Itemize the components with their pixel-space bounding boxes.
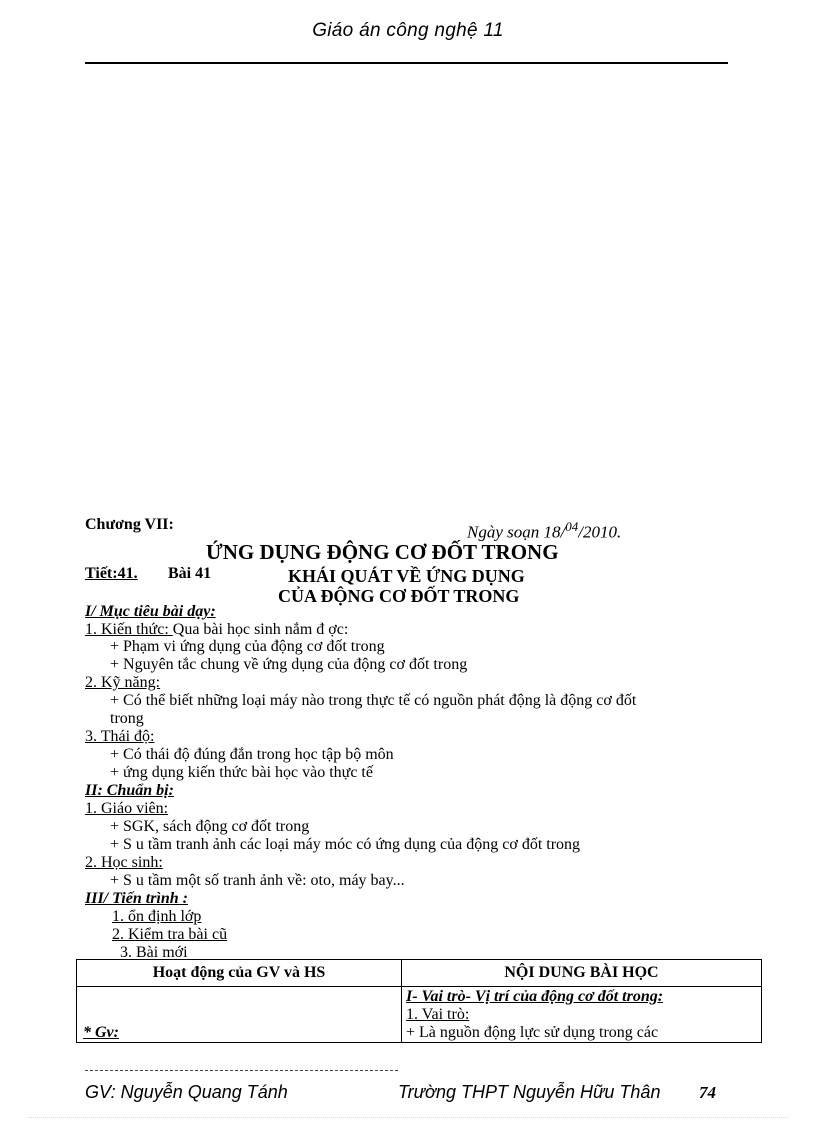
knowledge-line xyxy=(85,621,348,639)
student-item-1: + S u tầm một số tranh ảnh về: oto, máy bay... xyxy=(110,872,405,889)
skills-label: 2. Kỹ năng: xyxy=(85,674,161,691)
knowledge-label: 1. Kiến thức: xyxy=(85,621,173,638)
knowledge-text: Qua bài học sinh nắm đ ợc: xyxy=(172,621,349,638)
attitude-item-1: + Có thái độ đúng đắn trong học tập bộ môn xyxy=(110,746,394,763)
knowledge-item-1: + Phạm vi ứng dụng của động cơ đốt trong xyxy=(110,638,385,655)
footer-school: Trường THPT Nguyễn Hữu Thân xyxy=(398,1082,661,1102)
table-header-row xyxy=(77,960,762,987)
date-month: 04 xyxy=(565,519,579,534)
gv-label: * Gv: xyxy=(83,1024,119,1041)
knowledge-item-2: + Nguyên tắc chung về ứng dụng của động cơ đốt trong xyxy=(110,656,468,673)
lesson-title-line1: KHÁI QUÁT VỀ ỨNG DỤNG xyxy=(288,566,525,586)
skills-item-2: trong xyxy=(110,710,144,727)
teacher-item-1: + SGK, sách động cơ đốt trong xyxy=(110,818,310,835)
content-heading: I- Vai trò- Vị trí của động cơ đốt trong: xyxy=(406,988,664,1005)
lesson-title-line2: CỦA ĐỘNG CƠ ĐỐT TRONG xyxy=(278,586,520,606)
footer-divider xyxy=(85,1070,398,1071)
lesson-number xyxy=(85,565,138,583)
lesson-label: Bài 41 xyxy=(168,565,212,582)
content-subheading: 1. Vai trò: xyxy=(406,1006,470,1023)
objectives-heading: I/ Mục tiêu bài dạy: xyxy=(85,603,216,620)
table-header-content: NỘI DUNG BÀI HỌC xyxy=(402,960,762,987)
teacher-item-2: + S u tầm tranh ảnh các loại máy móc có ứng dụng của động cơ đốt trong xyxy=(110,836,581,853)
page-header-title: Giáo án công nghệ 11 xyxy=(312,20,504,41)
student-label: 2. Học sinh: xyxy=(85,854,163,871)
footer-teacher: GV: Nguyễn Quang Tánh xyxy=(85,1082,288,1102)
page-number: 74 xyxy=(699,1083,716,1102)
date-suffix: /2010. xyxy=(578,522,622,542)
lesson-number-text: Tiết:41. xyxy=(85,565,138,582)
process-item-1: 1. ổn định lớp xyxy=(112,908,202,925)
process-heading: III/ Tiến trình : xyxy=(85,890,188,907)
activity-cell xyxy=(77,987,402,1043)
skills-item-1: + Có thể biết những loại máy nào trong thực tế có nguồn phát động là động cơ đốt xyxy=(110,692,637,709)
header-divider xyxy=(85,62,728,64)
content-cell xyxy=(402,987,762,1043)
content-text: + Là nguồn động lực sử dụng trong các xyxy=(406,1024,659,1041)
lesson-table xyxy=(76,959,762,1043)
table-row xyxy=(77,987,762,1043)
bottom-edge-line xyxy=(28,1117,788,1118)
attitude-item-2: + ứng dụng kiến thức bài học vào thực tế xyxy=(110,764,373,781)
date-prefix: Ngày soạn 18/ xyxy=(467,522,566,542)
attitude-label: 3. Thái độ: xyxy=(85,728,155,745)
table-header-activity: Hoạt động của GV và HS xyxy=(77,960,402,987)
teacher-label: 1. Giáo viên: xyxy=(85,800,169,817)
process-item-3: 3. Bài mới xyxy=(120,944,188,961)
chapter-label: Chương VII: xyxy=(85,516,174,533)
prep-heading: II: Chuẩn bị: xyxy=(85,782,174,799)
process-item-2: 2. Kiểm tra bài cũ xyxy=(112,926,228,943)
chapter-title: ỨNG DỤNG ĐỘNG CƠ ĐỐT TRONG xyxy=(206,540,559,564)
